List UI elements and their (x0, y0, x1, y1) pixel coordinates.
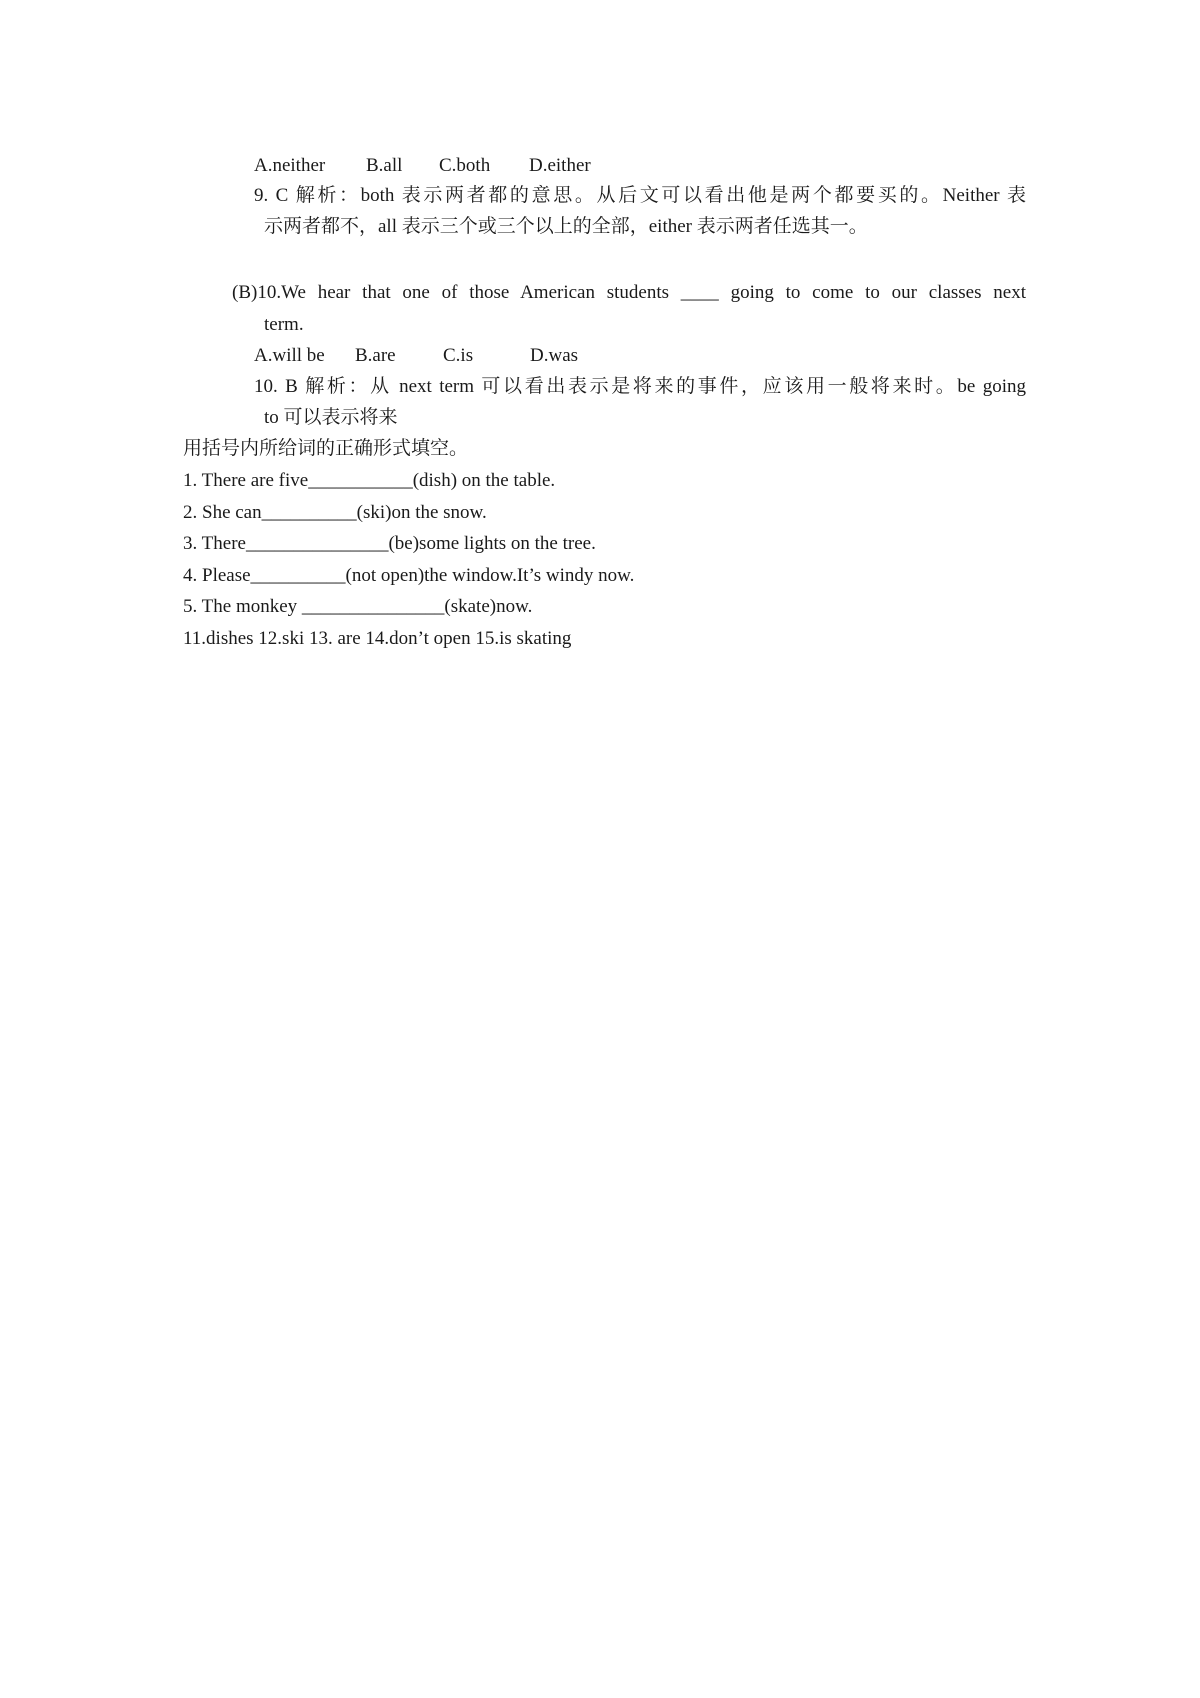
fill-in-item-2: 2. She can__________(ski)on the snow. (183, 502, 487, 523)
q10-options (254, 343, 578, 369)
q10-explanation-line2: to 可以表示将来 (264, 407, 398, 428)
q10-option-a: A.will be (254, 345, 325, 366)
q9-option-c: C.both (439, 155, 491, 176)
q10-explanation-line1: 10. B 解析：从 next term 可以看出表示是将来的事件，应该用一般将来时。be going (254, 376, 1026, 397)
q9-explanation-line1: 9. C 解析：both 表示两者都的意思。从后文可以看出他是两个都要买的。Neither 表 (254, 185, 1026, 206)
fill-in-item-5: 5. The monkey _______________(skate)now. (183, 596, 533, 617)
q10-option-c: C.is (443, 345, 474, 366)
q10-option-d: D.was (530, 345, 579, 366)
q10-option-b: B.are (355, 345, 396, 366)
q9-explanation-line2: 示两者都不，all 表示三个或三个以上的全部，either 表示两者任选其一。 (264, 216, 868, 237)
fill-in-answers: 11.dishes 12.ski 13. are 14.don’t open 15.is skating (183, 628, 572, 649)
q9-option-b: B.all (366, 155, 403, 176)
q9-option-a: A.neither (254, 155, 326, 176)
fill-in-instruction: 用括号内所给词的正确形式填空。 (183, 438, 469, 459)
fill-in-item-3: 3. There_______________(be)some lights on the tree. (183, 533, 596, 554)
q10-stem-line2: term. (264, 314, 304, 335)
fill-in-item-1: 1. There are five___________(dish) on the table. (183, 470, 556, 491)
q9-options (254, 153, 591, 179)
q9-option-d: D.either (529, 155, 591, 176)
fill-in-item-4: 4. Please__________(not open)the window.It’s windy now. (183, 565, 635, 586)
q10-stem-line1: (B)10.We hear that one of those American students ____ going to come to our classes next (232, 282, 1026, 303)
